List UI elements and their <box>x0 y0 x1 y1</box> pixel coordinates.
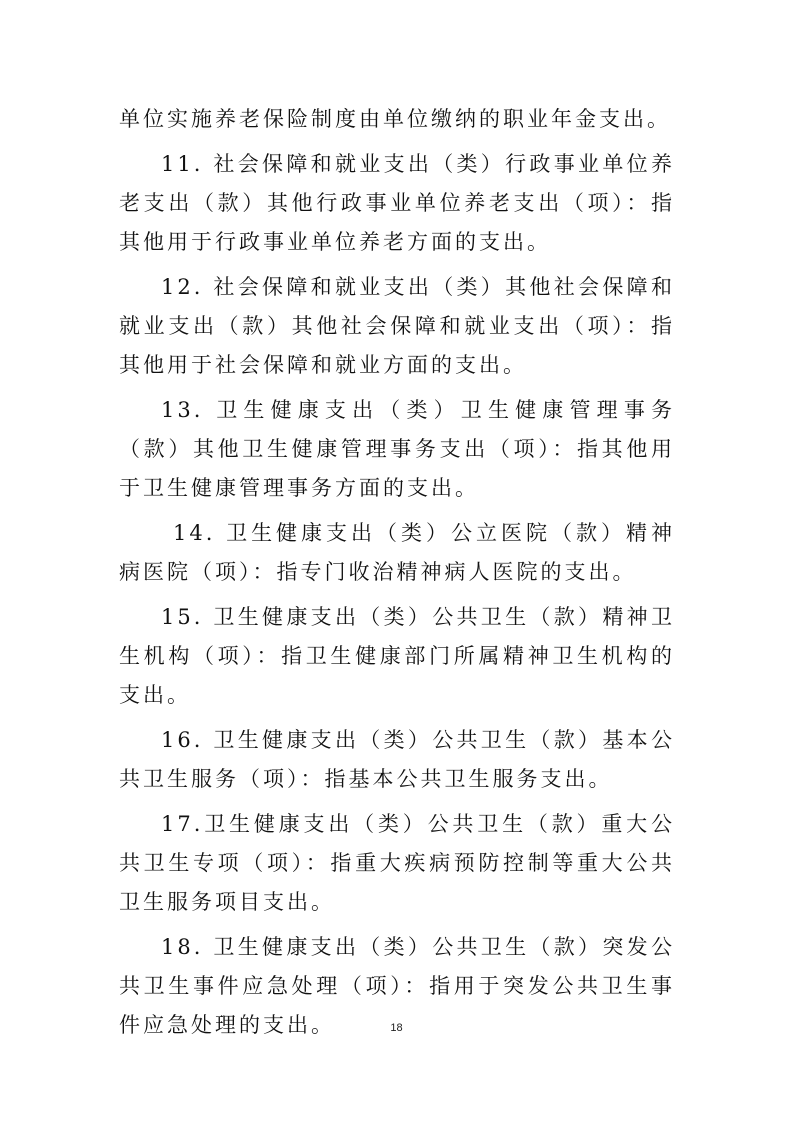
page-number: 18 <box>390 1022 403 1034</box>
paragraph-item-13: 13. 卫生健康支出（类）卫生健康管理事务（款）其他卫生健康管理事务支出（项）：指其他用于卫生健康管理事务方面的支出。 <box>119 398 675 500</box>
paragraph-item-14: 14. 卫生健康支出（类）公立医院（款）精神病医院（项）：指专门收治精神病人医院的支出。 <box>119 521 675 584</box>
paragraph-item-12: 12. 社会保障和就业支出（类）其他社会保障和就业支出（款）其他社会保障和就业支出（项）：指其他用于社会保障和就业方面的支出。 <box>119 275 675 377</box>
paragraph-continuation: 单位实施养老保险制度由单位缴纳的职业年金支出。 <box>119 107 671 131</box>
paragraph-item-16: 16. 卫生健康支出（类）公共卫生（款）基本公共卫生服务（项）：指基本公共卫生服务支出。 <box>119 728 675 791</box>
paragraph-item-15: 15. 卫生健康支出（类）公共卫生（款）精神卫生机构（项）：指卫生健康部门所属精神卫生机构的支出。 <box>119 605 675 707</box>
paragraph-item-18: 18. 卫生健康支出（类）公共卫生（款）突发公共卫生事件应急处理（项）：指用于突发公共卫生事件应急处理的支出。 <box>119 935 675 1037</box>
paragraph-item-17: 17.卫生健康支出（类）公共卫生（款）重大公共卫生专项（项）：指重大疾病预防控制等重大公共卫生服务项目支出。 <box>119 812 675 914</box>
document-body <box>119 100 675 1051</box>
paragraph-item-11: 11. 社会保障和就业支出（类）行政事业单位养老支出（款）其他行政事业单位养老支出（项）：指其他用于行政事业单位养老方面的支出。 <box>119 152 675 254</box>
